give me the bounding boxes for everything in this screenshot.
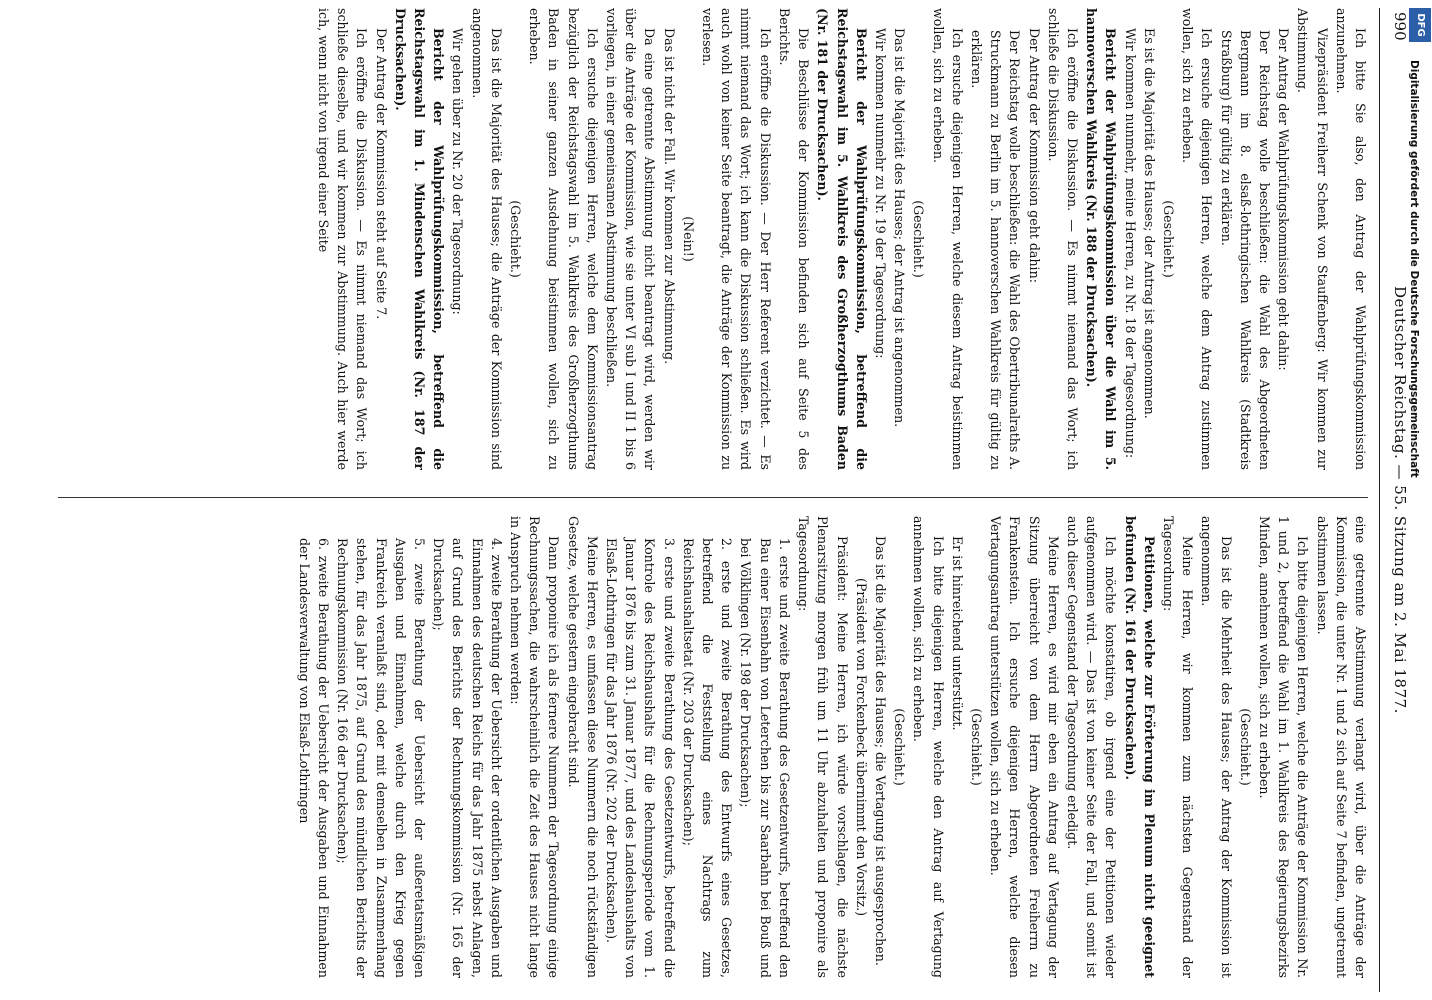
column-right-paragraph: Ich bitte diejenigen Herren, welche den Antrag auf Vertagung annehmen wollen, sich zu erheben. bbox=[911, 516, 946, 978]
column-right-paragraph: eine getrennte Abstimmung verlangt wird, über die Anträge der Kommission, die unter Nr. 1 und 2 sich auf Seite 7 befinden, ungetrennt abstimmen lassen. bbox=[1314, 516, 1368, 978]
column-left-paragraph: Das ist die Majorität des Hauses; der Antrag ist angenommen. bbox=[892, 28, 908, 428]
digitization-credit bbox=[1405, 60, 1423, 940]
column-left-paragraph: Der Antrag der Kommission steht auf Seite 7. bbox=[373, 28, 389, 320]
column-left-paragraph: Wir gehen über zu Nr. 20 der Tagesordnung: bbox=[450, 28, 466, 315]
column-left-paragraph: Das ist nicht der Fall. Wir kommen zur Abstimmung. bbox=[661, 28, 677, 365]
column-left-paragraph: Wir kommen nunmehr zu Nr. 19 der Tagesordnung: bbox=[872, 28, 888, 359]
dfg-logo bbox=[1409, 8, 1431, 42]
column-left-paragraph: Bericht der Wahlprüfungskommission, betreffend die Reichstagswahl im 5. Wahlkreis des Großherzogthums Baden (Nr. 181 der Drucksachen). bbox=[815, 8, 869, 470]
column-right-paragraph: Dann proponire ich als fernere Nummern der Tagesordnung einige Rechnungssachen, die wahrscheinlich die Zeit des Hauses nicht lange in Anspruch nehmen werden: bbox=[508, 516, 562, 978]
column-right-paragraph: 1. erste und zweite Berathung des Gesetzentwurfs, betreffend den Bau einer Eisenbahn von Leterchen bis zur Saarbahn bei Bouß und bei Völklingen (Nr. 198 der Drucksachen); bbox=[738, 538, 792, 978]
digitization-credit-text: Digitalisierung gefördert durch die Deutsche Forschungsgemeinschaft bbox=[1408, 60, 1420, 478]
column-right-paragraph: Das ist die Mehrheit des Hauses; der Antrag der Kommission ist angenommen. bbox=[1199, 516, 1234, 978]
column-left-paragraph: (Geschieht.) bbox=[911, 200, 927, 278]
column-right-paragraph: 2. erste und zweite Berathung des Entwurfs eines Gesetzes, betreffend die Feststellung eines Nachtrags zum Reichshaushaltsetat (Nr. 203 der Drucksachen); bbox=[680, 538, 735, 978]
column-right-paragraph: Das ist die Majorität des Hauses; die Vertagung ist ausgesprochen. bbox=[872, 536, 888, 966]
column-left-paragraph: Ich ersuche diejenigen Herren, welche dem Antrag zustimmen wollen, sich zu erheben. bbox=[1180, 8, 1215, 470]
column-left-paragraph: Ich eröffne die Diskussion. — Es nimmt niemand das Wort; ich schließe dieselbe, und wir kommen zur Abstimmung. Auch hier werde ich, wenn nicht von irgend einer Seite bbox=[316, 8, 370, 470]
column-left-paragraph: Der Reichstag wolle beschließen: die Wahl des Obertribunalraths A. Struckmann zu Berlin im 5. hannoverschen Wahlkreis für gültig zu erklären. bbox=[968, 30, 1023, 470]
column-left-paragraph: Ich eröffne die Diskussion. — Es nimmt niemand das Wort; ich schließe die Diskussion. bbox=[1045, 8, 1080, 470]
column-left-paragraph: Ich ersuche diejenigen Herren, welche dem Kommissionsantrag bezüglich der Reichstagswahl im 5. Wahlkreis des Großherzogthums Baden in seiner ganzen Ausdehnung beistimmen wollen, sich zu erheben. bbox=[527, 8, 600, 470]
column-left-paragraph: (Geschieht.) bbox=[1160, 200, 1176, 278]
column-left-paragraph: Der Antrag der Kommission geht dahin: bbox=[1026, 28, 1042, 283]
column-right-paragraph: Präsident: Meine Herren, ich würde vorschlagen, die nächste Plenarsitzung morgen früh um 11 Uhr abzuhalten und proponire als Tagesordnung: bbox=[796, 516, 850, 978]
column-right-paragraph: 3. erste und zweite Berathung des Gesetzentwurfs, betreffend die Kontrole des Reichshaushalts für die Rechnungsperiode vom 1. Januar 1876 bis zum 31. Januar 1877, und des Landeshaushalts von Elsaß-Lothringen für das Jahr 1876 (Nr. 202 der Drucksachen). bbox=[604, 538, 677, 978]
column-left-paragraph: (Geschieht.) bbox=[508, 200, 524, 278]
column-right-paragraph: Petitionen, welche zur Erörterung im Plenum nicht geeignet befunden (Nr. 161 der Drucksachen). bbox=[1122, 516, 1157, 978]
column-right-paragraph: Meine Herren, es wird mir eben ein Antrag auf Vertagung der Sitzung überreicht von dem Herrn Abgeordneten Freiherrn zu Frankenstein. Ich ersuche diejenigen Herren, welche diesen Vertagungsantrag unterstützen wollen, sich zu erheben. bbox=[988, 516, 1061, 978]
column-right-paragraph: Ich bitte diejenigen Herren, welche die Anträge der Kommission Nr. 1 und 2, betreffend die Wahl im 1. Wahlkreis des Regierungsbezirks Minden, annehmen wollen, sich zu erheben. bbox=[1256, 516, 1311, 978]
column-left-paragraph: Die Beschlüsse der Kommission befinden sich auf Seite 5 des Berichts. bbox=[776, 8, 812, 470]
page-number: 990 bbox=[1391, 12, 1409, 41]
column-left-paragraph: Ich bitte Sie also, den Antrag der Wahlprüfungskommission anzunehmen. bbox=[1333, 8, 1368, 470]
rotated-document-page bbox=[42, 8, 1420, 992]
column-left-paragraph: Da eine getrennte Abstimmung nicht beantragt wird, werden wir über die Anträge der Kommission, wie sie unter VI sub I und II 1 bis 6 vorliegen, in einer gemeinsamen Abstimmung beschließen. bbox=[604, 8, 658, 470]
column-right-paragraph: 4. zweite Berathung der Uebersicht der ordentlichen Ausgaben und Einnahmen des deutschen Reichs für das Jahr 1875 nebst Anlagen, auf Grund des Berichts der Rechnungskommission (Nr. 165 der Drucksachen); bbox=[431, 538, 504, 978]
column-left-paragraph: Der Reichstag wolle beschließen: die Wahl des Abgeordneten Bergmann im 8. elsaß-lothringischen Wahlkreis (Stadtkreis Straßburg) für gültig zu erklären. bbox=[1218, 30, 1272, 470]
text-column-left bbox=[50, 8, 1370, 470]
column-left-paragraph: Wir kommen nunmehr, meine Herren, zu Nr. 18 der Tagesordnung: bbox=[1122, 28, 1138, 459]
column-right-paragraph: (Präsident von Forckenbeck übernimmt den Vorsitz.) bbox=[853, 577, 869, 916]
column-left-paragraph: Ich eröffne die Diskussion. — Der Herr Referent verzichtet. — Es nimmt niemand das Wort; ich kann die Diskussion schließen. Es wird auch wohl von keiner Seite beantragt, die Anträge der Kommission zu verlesen. bbox=[700, 8, 773, 470]
column-left-paragraph: Ich ersuche diejenigen Herren, welche diesem Antrag beistimmen wollen, sich zu erheben. bbox=[930, 8, 965, 470]
column-right-paragraph: Meine Herren, es umfassen diese Nummern die noch rückständigen Gesetze, welche gestern eingebracht sind. bbox=[565, 516, 600, 978]
column-left-paragraph: Bericht der Wahlprüfungskommission über die Wahl im 5. hannoverschen Wahlkreis (Nr. 188 der Drucksachen). bbox=[1084, 8, 1119, 470]
column-left-paragraph: Der Antrag der Wahlprüfungskommission geht dahin: bbox=[1276, 28, 1292, 371]
column-right-paragraph: (Geschieht.) bbox=[1237, 708, 1253, 786]
column-left-paragraph: Vizepräsident Freiherr Schenk von Stauffenberg: Wir kommen zur Abstimmung. bbox=[1295, 8, 1330, 470]
column-right-paragraph: Er ist hinreichend unterstützt. bbox=[949, 536, 965, 731]
column-right-paragraph: Meine Herren, wir kommen zum nächsten Gegenstand der Tagesordnung: bbox=[1160, 516, 1196, 978]
text-column-right bbox=[50, 516, 1370, 978]
column-left-paragraph: Bericht der Wahlprüfungskommission, betreffend die Reichstagswahl im 1. Mindenschen Wahlkreis (Nr. 187 der Drucksachen). bbox=[392, 8, 447, 470]
column-divider bbox=[58, 497, 1368, 498]
column-left-paragraph: Es ist die Majorität des Hauses; der Antrag ist angenommen. bbox=[1141, 28, 1157, 419]
column-right-paragraph: 6. zweite Berathung der Uebersicht der Ausgaben und Einnahmen der Landesverwaltung von Elsaß-Lothringen bbox=[296, 538, 332, 978]
column-left-paragraph: Das ist die Majorität des Hauses; die Anträge der Kommission sind angenommen. bbox=[469, 8, 504, 470]
column-right-paragraph: Ich möchte konstatiren, ob irgend eine der Petitionen wieder aufgenommen wird. — Das ist von keiner Seite der Fall, und somit ist auch dieser Gegenstand der Tagesordnung erledigt. bbox=[1064, 516, 1119, 978]
column-left-paragraph: (Nein!) bbox=[680, 216, 696, 262]
column-right-paragraph: 5. zweite Berathung der Uebersicht der außeretatsmäßigen Ausgaben und Einnahmen, welche durch den Krieg gegen Frankreich veranlaßt sind, oder mit demselben in Zusammenhang stehen, für das Jahr 1875, auf Grund des mündlichen Berichts der Rechnungskommission (Nr. 166 der Drucksachen); bbox=[335, 538, 428, 978]
running-title: Deutscher Reichstag. — 55. Sitzung am 2. Mai 1877. bbox=[1391, 286, 1409, 714]
dfg-logo-text: DFG bbox=[1415, 13, 1426, 37]
column-right-paragraph: (Geschieht.) bbox=[968, 708, 984, 786]
column-right-paragraph: (Geschieht.) bbox=[892, 708, 908, 786]
